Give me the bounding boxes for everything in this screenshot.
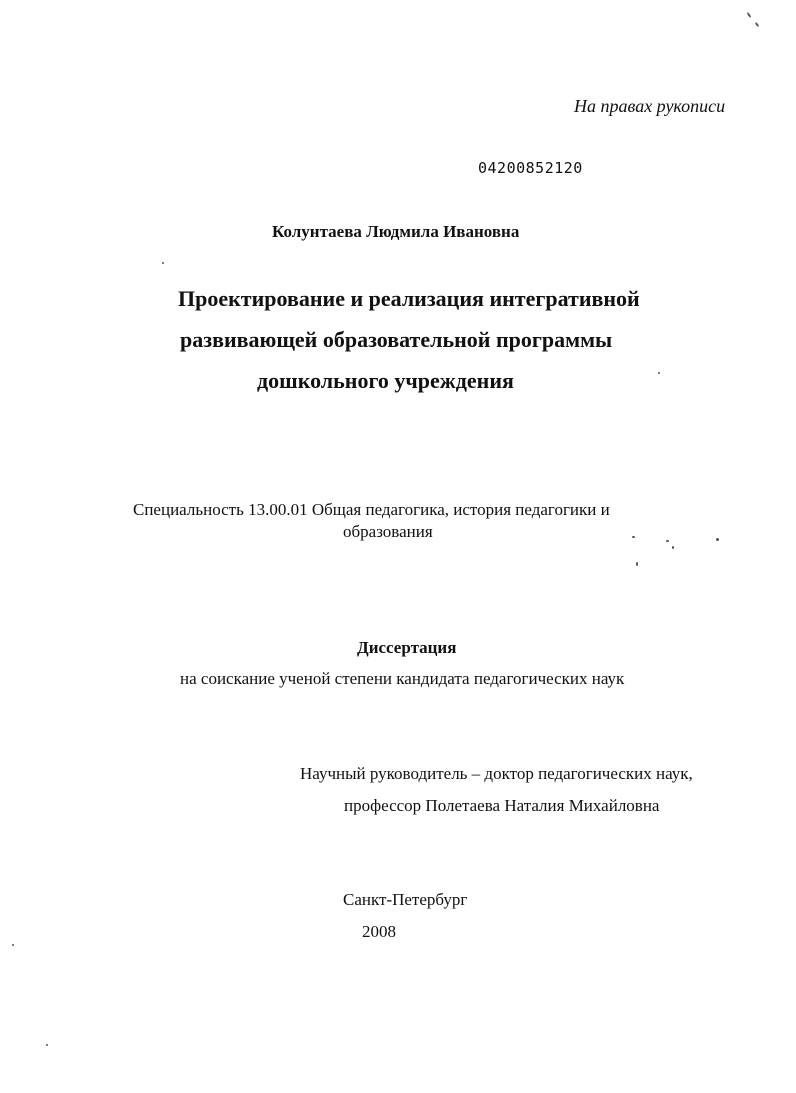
- supervisor-line: профессор Полетаева Наталия Михайловна: [344, 796, 660, 815]
- year: 2008: [362, 922, 396, 941]
- manuscript-note: На правах рукописи: [574, 96, 726, 116]
- scan-speck: [162, 262, 164, 264]
- title-line: развивающей образовательной программы: [180, 327, 613, 352]
- scan-speck: [632, 536, 635, 538]
- scan-speck: [658, 372, 660, 374]
- supervisor-line: Научный руководитель – доктор педагогических наук,: [300, 764, 693, 783]
- scan-speck: [46, 1044, 48, 1046]
- degree-line: на соискание ученой степени кандидата педагогических наук: [180, 669, 625, 688]
- specialty-line: Специальность 13.00.01 Общая педагогика, история педагогики и: [133, 500, 610, 519]
- scan-speck: [666, 540, 669, 542]
- registry-number: 04200852120: [478, 159, 583, 177]
- scan-speck: [636, 562, 638, 566]
- document-type: Диссертация: [357, 638, 457, 657]
- title-line: Проектирование и реализация интегративной: [178, 286, 640, 311]
- city: Санкт-Петербург: [343, 890, 468, 909]
- scan-speck: [672, 546, 674, 549]
- scan-speck: [12, 944, 14, 946]
- scan-speck: [755, 22, 760, 27]
- specialty-line: образования: [343, 522, 433, 541]
- scan-speck: [716, 538, 719, 541]
- author-name: Колунтаева Людмила Ивановна: [272, 222, 520, 241]
- scan-speck: [746, 12, 751, 18]
- title-line: дошкольного учреждения: [257, 368, 514, 393]
